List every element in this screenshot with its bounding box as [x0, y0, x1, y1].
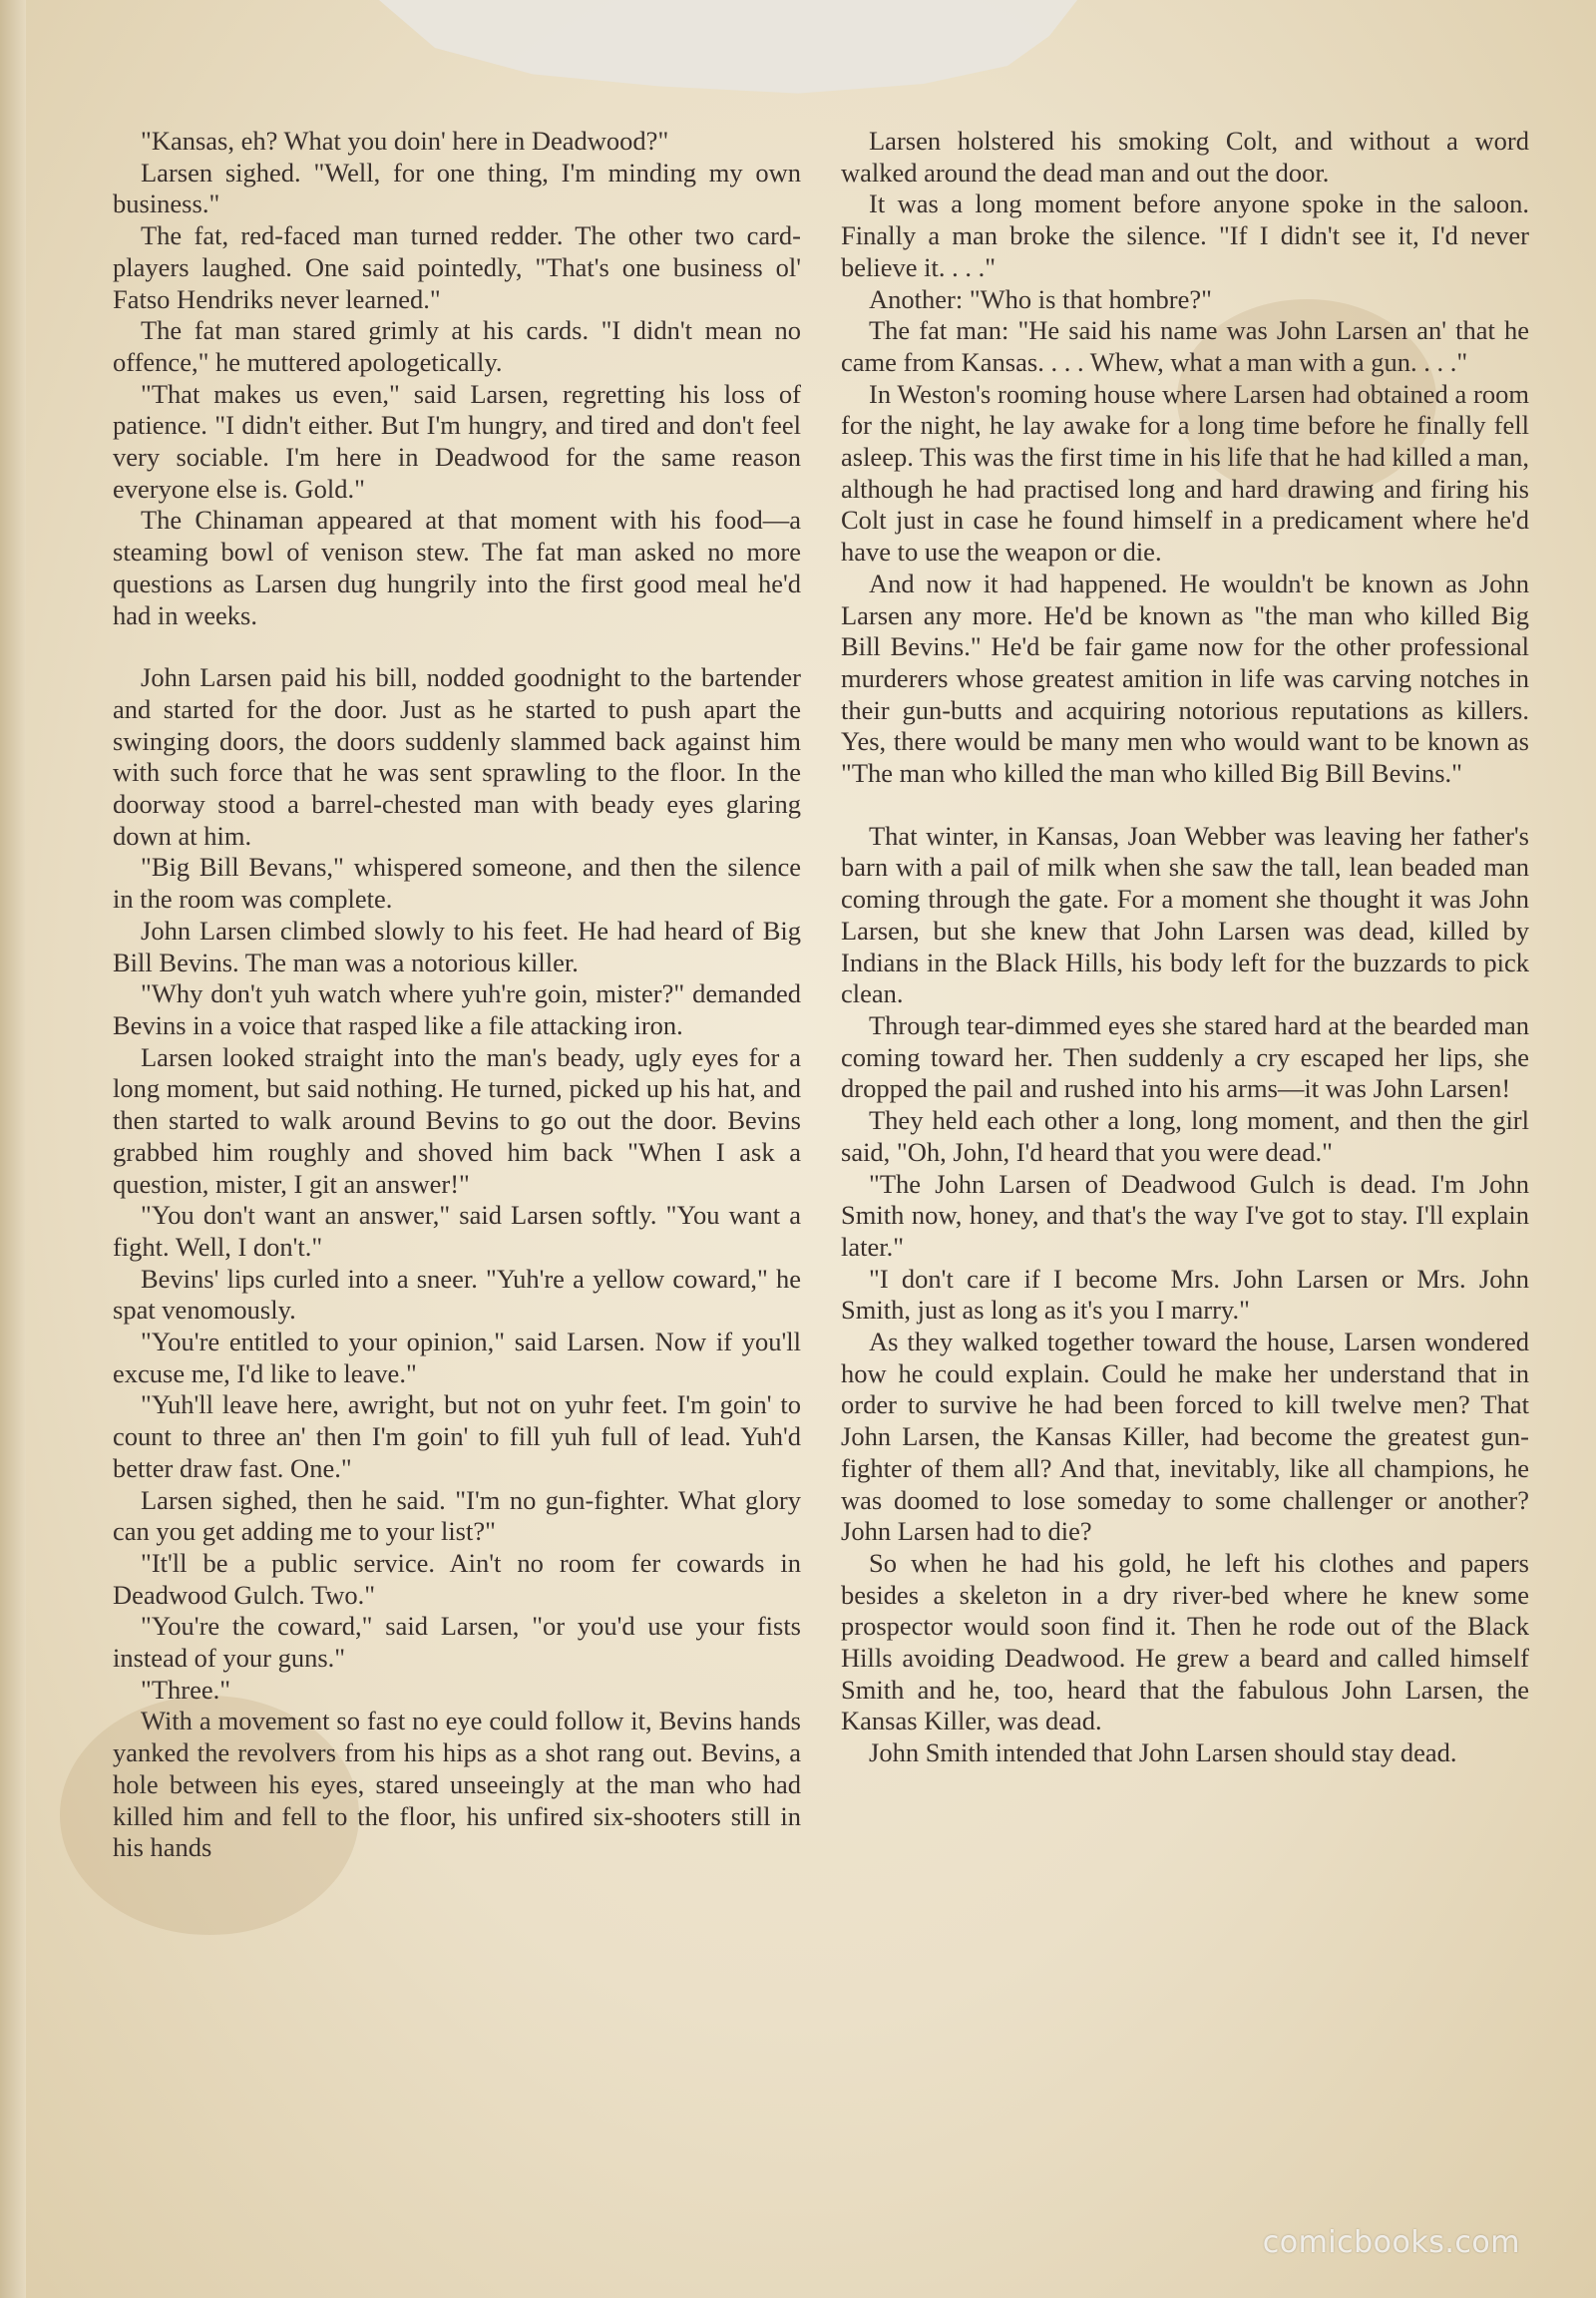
paragraph: "You're the coward," said Larsen, "or you'd use your fists instead of your guns." — [113, 1611, 801, 1674]
paragraph: Larsen holstered his smoking Colt, and without a word walked around the dead man and out the door. — [841, 126, 1529, 188]
paragraph: "Yuh'll leave here, awright, but not on yuhr feet. I'm goin' to count to three an' then I'm goin' to fill yuh full of lead. Yuh'd better draw fast. One." — [113, 1389, 801, 1483]
paragraph: So when he had his gold, he left his clothes and papers besides a skeleton in a dry river-bed where he knew some prospector would soon find it. Then he rode out of the Black Hills avoiding Deadwood. He grew a beard and called himself Smith and he, too, heard that the fabulous John Larsen, the Kansas Killer, was dead. — [841, 1547, 1529, 1736]
paragraph: John Smith intended that John Larsen should stay dead. — [869, 1737, 1457, 1768]
paragraph: Larsen sighed. "Well, for one thing, I'm minding my own business." — [113, 157, 801, 219]
paragraph: "You don't want an answer," said Larsen softly. "You want a fight. Well, I don't." — [113, 1200, 801, 1262]
paragraph: The Chinaman appeared at that moment with his food—a steaming bowl of venison stew. The fat man asked no more questions as Larsen dug hungrily into the first good meal he'd had in weeks. — [113, 505, 801, 630]
paragraph: "I don't care if I become Mrs. John Larsen or Mrs. John Smith, just as long as it's you I marry." — [841, 1263, 1529, 1326]
paragraph: Through tear-dimmed eyes she stared hard at the bearded man coming toward her. Then suddenly a cry escaped her lips, she dropped the pail and rushed into his arms—it was John Larsen! — [841, 1009, 1529, 1104]
paragraph: "The John Larsen of Deadwood Gulch is dead. I'm John Smith now, honey, and that's the way I've got to stay. I'll explain later." — [841, 1168, 1529, 1262]
page-left-edge — [0, 0, 26, 2298]
paragraph: As they walked together toward the house, Larsen wondered how he could explain. Could he make her understand that in order to survive he had been forced to kill twelve men? That John Larsen, the Kansas Killer, had become the greatest gun-fighter of them all? And that, inevitably, like all champions, he was doomed to lose someday to some challenger or another? John Larsen had to die? — [841, 1327, 1529, 1547]
right-text-column — [841, 126, 1529, 1769]
paragraph: Another: "Who is that hombre?" — [869, 283, 1212, 314]
paragraph: That winter, in Kansas, Joan Webber was leaving her father's barn with a pail of milk when she saw the tall, lean beaded man coming through the gate. For a moment she thought it was John Larsen, but she knew that John Larsen was dead, killed by Indians in the Black Hills, his body left for the buzzards to pick clean. — [841, 820, 1529, 1009]
paragraph: John Larsen climbed slowly to his feet. He had heard of Big Bill Bevins. The man was a notorious killer. — [113, 915, 801, 977]
paragraph: They held each other a long, long moment, and then the girl said, "Oh, John, I'd heard that you were dead." — [841, 1105, 1529, 1167]
paragraph: Larsen sighed, then he said. "I'm no gun-fighter. What glory can you get adding me to your list?" — [113, 1484, 801, 1547]
paragraph: It was a long moment before anyone spoke in the saloon. Finally a man broke the silence. "If I didn't see it, I'd never believe it. . . ." — [841, 189, 1529, 282]
paragraph: The fat man stared grimly at his cards. "I didn't mean no offence," he muttered apologetically. — [113, 315, 801, 377]
paragraph: "Kansas, eh? What you doin' here in Deadwood?" — [141, 126, 669, 156]
paragraph: And now it had happened. He wouldn't be known as John Larsen any more. He'd be known as "the man who killed Big Bill Bevins." He'd be fair game now for the other professional murderers whose greatest amition in life was carving notches in their gun-butts and acquiring notorious reputations as killers. Yes, there would be many men who would want to be known as "The man who killed the man who killed Big Bill Bevins." — [841, 568, 1529, 789]
paragraph: "You're entitled to your opinion," said Larsen. Now if you'll excuse me, I'd like to leave." — [113, 1327, 801, 1388]
paragraph: Bevins' lips curled into a sneer. "Yuh're a yellow coward," he spat venomously. — [113, 1263, 801, 1326]
paragraph: "Big Bill Bevans," whispered someone, and then the silence in the room was complete. — [113, 852, 801, 915]
torn-top-edge — [379, 0, 1077, 120]
paragraph: John Larsen paid his bill, nodded goodnight to the bartender and started for the door. Just as he started to push apart the swinging doors, the doors suddenly slammed back against him with such force that he was sent sprawling to the floor. In the doorway stood a barrel-chested man with beady eyes glaring down at him. — [113, 662, 801, 851]
paragraph: "That makes us even," said Larsen, regretting his loss of patience. "I didn't either. But I'm hungry, and tired and don't feel very sociable. I'm here in Deadwood for the same reason everyone else is. Gold." — [113, 378, 801, 504]
paragraph: "Why don't yuh watch where yuh're goin, mister?" demanded Bevins in a voice that rasped like a file attacking iron. — [113, 978, 801, 1040]
paragraph: Larsen looked straight into the man's beady, ugly eyes for a long moment, but said nothing. He turned, picked up his hat, and then started to walk around Bevins to go out the door. Bevins grabbed him roughly and shoved him back "When I ask a question, mister, I git an answer!" — [113, 1041, 801, 1199]
paragraph: With a movement so fast no eye could follow it, Bevins hands yanked the revolvers from his hips as a shot rang out. Bevins, a hole between his eyes, stared unseeingly at the man who had killed him and fell to the floor, his unfired six-shooters still in his hands — [113, 1706, 801, 1863]
paragraph: In Weston's rooming house where Larsen had obtained a room for the night, he lay awake for a long time before he finally fell asleep. This was the first time in his life that he had killed a man, although he had practised long and hard drawing and firing his Colt just in case he found himself in a predicament where he'd have to use the weapon or die. — [841, 378, 1529, 568]
paragraph: The fat man: "He said his name was John Larsen an' that he came from Kansas. . . . Whew, what a man with a gun. . . ." — [841, 315, 1529, 377]
paragraph: The fat, red-faced man turned redder. The other two card-players laughed. One said pointedly, "That's one business ol' Fatso Hendriks never learned." — [113, 220, 801, 314]
paragraph: "Three." — [141, 1674, 231, 1705]
watermark-text: comicbooks.com — [1262, 2225, 1520, 2260]
paragraph: "It'll be a public service. Ain't no room fer cowards in Deadwood Gulch. Two." — [113, 1547, 801, 1610]
left-text-column — [113, 126, 801, 1864]
